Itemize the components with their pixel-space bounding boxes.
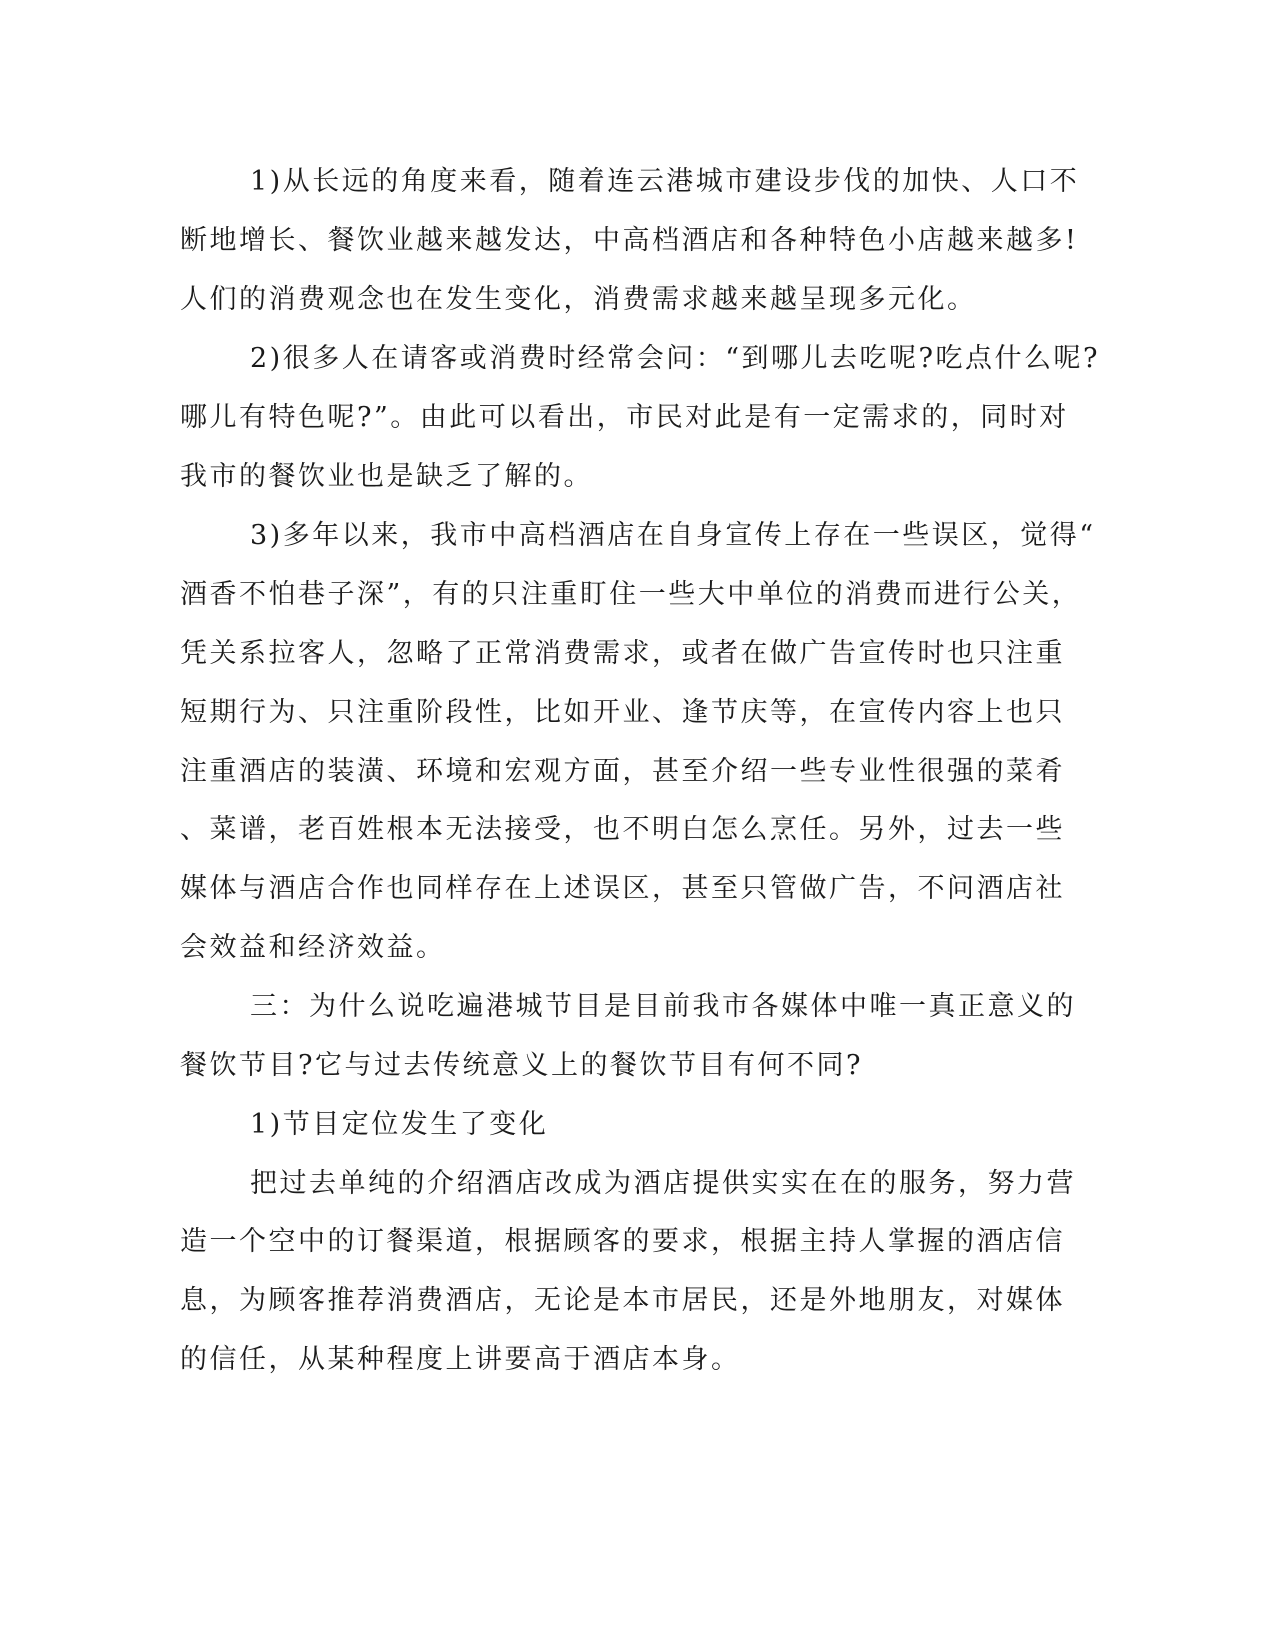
paragraph-3-line-1: 3)多年以来，我市中高档酒店在自身宣传上存在一些误区，觉得“: [250, 520, 1096, 551]
section-3-heading-line-1: 三：为什么说吃遍港城节目是目前我市各媒体中唯一真正意义的: [250, 991, 1076, 1022]
paragraph-3-line-4: 短期行为、只注重阶段性，比如开业、逢节庆等，在宣传内容上也只: [180, 697, 1065, 728]
paragraph-3-line-5: 注重酒店的装潢、环境和宏观方面，甚至介绍一些专业性很强的菜肴: [180, 756, 1065, 787]
paragraph-1-line-3: 人们的消费观念也在发生变化，消费需求越来越呈现多元化。: [180, 284, 977, 315]
paragraph-4-line-3: 息，为顾客推荐消费酒店，无论是本市居民，还是外地朋友，对媒体: [180, 1285, 1065, 1316]
paragraph-3-line-6: 、菜谱，老百姓根本无法接受，也不明白怎么烹任。另外，过去一些: [180, 814, 1065, 845]
paragraph-1-line-1: 1)从长远的角度来看，随着连云港城市建设步伐的加快、人口不: [250, 166, 1080, 197]
paragraph-3-line-8: 会效益和经济效益。: [180, 932, 446, 963]
paragraph-2-line-1: 2)很多人在请客或消费时经常会问：“到哪儿去吃呢?吃点什么呢?: [250, 343, 1100, 374]
paragraph-4-line-2: 造一个空中的订餐渠道，根据顾客的要求，根据主持人掌握的酒店信: [180, 1226, 1065, 1257]
paragraph-3-line-3: 凭关系拉客人，忽略了正常消费需求，或者在做广告宣传时也只注重: [180, 638, 1065, 669]
subheading-program-positioning: 1)节目定位发生了变化: [250, 1109, 549, 1140]
section-3-heading-line-2: 餐饮节目?它与过去传统意义上的餐饮节目有何不同?: [180, 1050, 863, 1081]
paragraph-2-line-2: 哪儿有特色呢?”。由此可以看出，市民对此是有一定需求的，同时对: [180, 402, 1069, 433]
paragraph-3-line-7: 媒体与酒店合作也同样存在上述误区，甚至只管做广告，不问酒店社: [180, 873, 1065, 904]
paragraph-4-line-1: 把过去单纯的介绍酒店改成为酒店提供实实在在的服务，努力营: [250, 1168, 1076, 1199]
paragraph-3-line-2: 酒香不怕巷子深”，有的只注重盯住一些大中单位的消费而进行公关，: [180, 579, 1082, 610]
paragraph-1-line-2: 断地增长、餐饮业越来越发达，中高档酒店和各种特色小店越来越多!: [180, 225, 1079, 256]
paragraph-4-line-4: 的信任，从某种程度上讲要高于酒店本身。: [180, 1344, 741, 1375]
paragraph-2-line-3: 我市的餐饮业也是缺乏了解的。: [180, 461, 593, 492]
